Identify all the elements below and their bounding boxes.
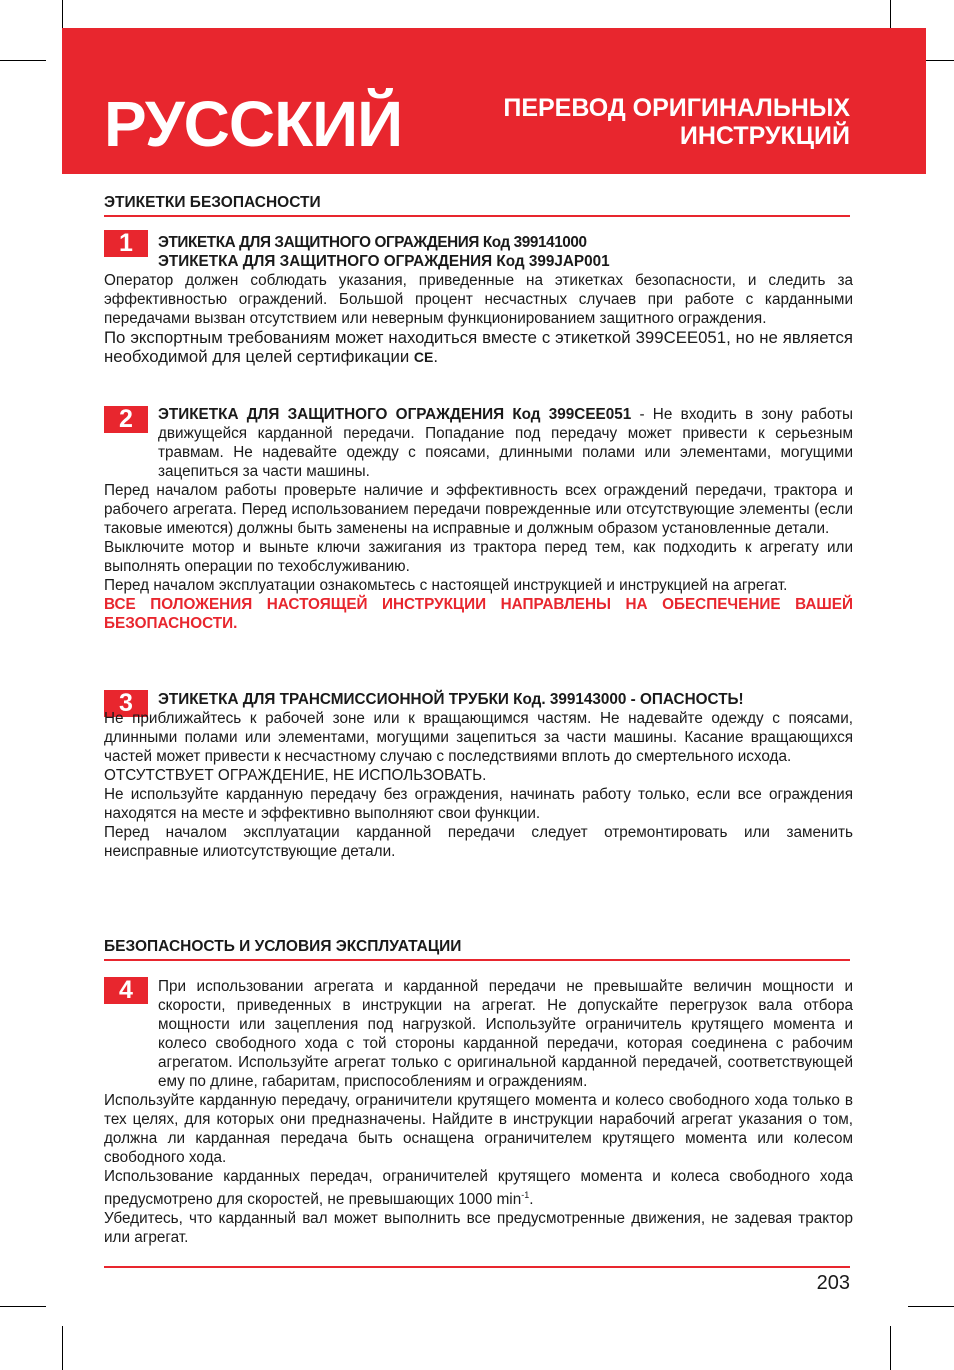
crop-mark [908, 1306, 954, 1307]
item-3-block [104, 690, 853, 861]
item-number-badge: 1 [104, 230, 148, 257]
language-title: РУССКИЙ [104, 88, 403, 160]
crop-mark [890, 1326, 891, 1370]
item-2-heading [104, 405, 853, 481]
item-1-paragraph-text: По экспортным требованиям может находиться вместе с этикеткой 399CEE051, но не является необходимой для целей сертификации [104, 328, 853, 366]
item-4-paragraph [104, 1167, 853, 1209]
item-4-paragraph: Убедитесь, что карданный вал может выполнить все предусмотренные движения, не задевая трактор или агрегат. [104, 1210, 853, 1247]
superscript: -1 [521, 1190, 530, 1200]
item-4-paragraph: При использовании агрегата и карданной передачи не превышайте величин мощности и скорости, приведенных в инструкции на агрегат. Не допускайте перегрузок вала отбора мощности или зацепления под нагрузкой. Используйте ограничитель крутящего момента и колесо свободного хода с той стороны карданной передачи, которая соединена с рабочим агрегатом. Используйте агрегат только с оригинальной карданной передачей, соответствующей ему по длине, габаритам, приспособлениям и ограждениям. [158, 978, 853, 1090]
item-1-heading: ЭТИКЕТКА ДЛЯ ЗАЩИТНОГО ОГРАЖДЕНИЯ Код 399141000 [158, 234, 587, 251]
item-2-warning: ВСЕ ПОЛОЖЕНИЯ НАСТОЯЩЕЙ ИНСТРУКЦИИ НАПРАВЛЕНЫ НА ОБЕСПЕЧЕНИЕ ВАШЕЙ БЕЗОПАСНОСТИ. [104, 596, 853, 632]
footer-rule [104, 1266, 850, 1268]
item-1-heading: ЭТИКЕТКА ДЛЯ ЗАЩИТНОГО ОГРАЖДЕНИЯ Код 399JAP001 [158, 253, 610, 270]
item-2-paragraph: Выключите мотор и выньте ключи зажигания из трактора перед тем, как подходить к агрегату или выполнять операции по техобслуживанию. [104, 539, 853, 575]
item-number-badge: 3 [104, 690, 148, 717]
item-2-paragraph: Перед началом эксплуатации ознакомьтесь с настоящей инструкцией и инструкцией на агрегат. [104, 577, 788, 594]
page-number: 203 [816, 1272, 850, 1294]
header-subtitle [503, 94, 850, 150]
subtitle-line: ПЕРЕВОД ОРИГИНАЛЬНЫХ [503, 94, 850, 122]
item-1-block [104, 233, 853, 367]
crop-mark [0, 60, 46, 61]
item-2-paragraph: Перед началом работы проверьте наличие и эффективность всех ограждений передачи, трактора и рабочего агрегата. Перед использованием передачи поврежденные или отсутствующие элементы (если таковые имеются) должны быть заменены на исправные и должным образом установленные детали. [104, 482, 853, 537]
item-4-paragraph-text: Использование карданных передач, ограничителей крутящего момента и колеса свободного хода предусмотрено для скоростей, не превышающих 1000 min [104, 1168, 853, 1209]
subtitle-line: ИНСТРУКЦИЙ [679, 122, 850, 150]
item-4-paragraph: Используйте карданную передачу, ограничители крутящего момента и колесо свободного хода только в тех целях, для которых они предназначены. Найдите в инструкции нарабочий агрегат указания о том, должна ли карданная передача быть оснащена ограничителем крутящего момента или колесом свободного хода. [104, 1092, 853, 1166]
item-2-heading-title: ЭТИКЕТКА ДЛЯ ЗАЩИТНОГО ОГРАЖДЕНИЯ Код 399CEE051 [158, 406, 632, 423]
section-title-safety-use: БЕЗОПАСНОСТЬ И УСЛОВИЯ ЭКСПЛУАТАЦИИ [104, 938, 850, 961]
section-title-safety-labels: ЭТИКЕТКИ БЕЗОПАСНОСТИ [104, 194, 850, 217]
item-2-heading-text: - Не входить в зону работы движущейся карданной передачи. Попадание под передачу может привести к серьезным травмам. Не надевайте одежду с поясами, длинными полами или элементами, могущими зацепиться за части машины. [158, 406, 854, 480]
item-number-badge: 4 [104, 977, 148, 1004]
ce-mark-icon: CE [413, 349, 434, 365]
item-3-heading: ЭТИКЕТКА ДЛЯ ТРАНСМИССИОННОЙ ТРУБКИ Код. 399143000 - ОПАСНОСТЬ! [158, 691, 744, 708]
item-3-paragraph: Перед началом эксплуатации карданной передачи следует отремонтировать или заменить неисправные илиотсутствующие детали. [104, 824, 853, 860]
crop-mark [62, 1326, 63, 1370]
item-4-paragraph-end: . [529, 1191, 534, 1209]
item-number-badge: 2 [104, 406, 148, 433]
item-3-paragraph: Не используйте карданную передачу без ограждения, начинать работу только, если все ограждения находятся на месте и эффективно выполняют свои функции. [104, 786, 853, 822]
item-3-paragraph: ОТСУТСТВУЕТ ОГРАЖДЕНИЕ, НЕ ИСПОЛЬЗОВАТЬ. [104, 767, 487, 784]
item-4-block [104, 977, 853, 1247]
item-1-paragraph: Оператор должен соблюдать указания, приведенные на этикетках безопасности, и следить за эффективностью ограждений. Большой процент несчастных случаев при работе с карданными передачами вызван отсутствием или неверным функционированием защитного ограждения. [104, 272, 853, 327]
header-banner [62, 28, 926, 174]
crop-mark [0, 1306, 46, 1307]
item-2-block [104, 405, 853, 633]
item-1-paragraph: По экспортным требованиям может находиться вместе с этикеткой 399CEE051, но не является необходимой для целей сертификации CE. [104, 328, 853, 366]
item-3-paragraph: Не приближайтесь к рабочей зоне или к вращающимся частям. Не надевайте одежду с поясами, длинными полами или элементами, могущими зацепиться за части машины. Касание вращающихся частей может привести к несчастному случаю с последствиями вплоть до смертельного исхода. [104, 710, 853, 765]
